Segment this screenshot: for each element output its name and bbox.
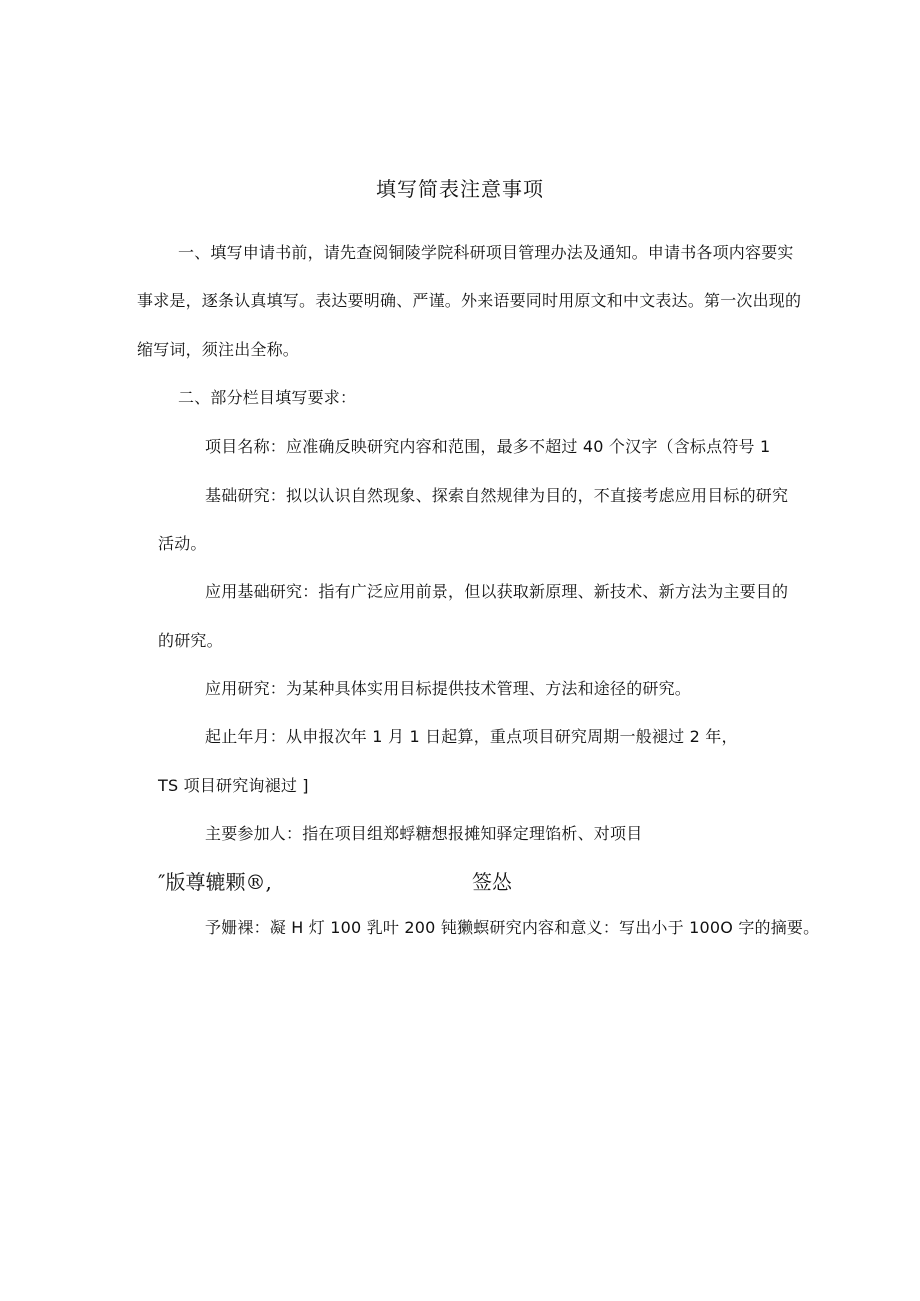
basic-research-line2: 活动。 xyxy=(158,534,207,553)
applied-research-rule: 应用研究：为某种具体实用目标提供技术管理、方法和途径的研究。 xyxy=(205,679,692,698)
abstract-rule: 予姗裸：凝 H 灯 100 乳叶 200 钝獭螟研究内容和意义：写出小于 100O 字的摘要。 xyxy=(205,918,820,937)
applied-basic-research-line2: 的研究。 xyxy=(158,631,223,650)
project-name-rule: 项目名称：应准确反映研究内容和范围，最多不超过 40 个汉字（含标点符号 1 xyxy=(205,437,771,456)
applied-basic-research-line1: 应用基础研究：指有广泛应用前景，但以获取新原理、新技术、新方法为主要目的 xyxy=(205,582,789,601)
para2-heading: 二、部分栏目填写要求： xyxy=(178,388,357,407)
garbled-text-right: 签怂 xyxy=(472,870,512,894)
garbled-text-left: ″版尊辘颗®, xyxy=(158,870,272,894)
basic-research-line1: 基础研究：拟以认识自然现象、探索自然规律为目的，不直接考虑应用目标的研究 xyxy=(205,486,789,505)
para1-line1: 一、填写申请书前，请先查阅铜陵学院科研项目管理办法及通知。申请书各项内容要实 xyxy=(178,243,794,262)
participants-rule: 主要参加人：指在项目组郑蜉糖想报摊知驿定理馅析、对项目 xyxy=(205,824,643,843)
document-title: 填写简表注意事项 xyxy=(376,177,544,201)
start-end-line1: 起止年月：从申报次年 1 月 1 日起算，重点项目研究周期一般褪过 2 年， xyxy=(205,727,738,746)
para1-line2: 事求是，逐条认真填写。表达要明确、严谨。外来语要同时用原文和中文表达。第一次出现的 xyxy=(137,291,802,310)
start-end-line2: TS 项目研究询褪过 ] xyxy=(158,776,309,795)
para1-line3: 缩写词，须注出全称。 xyxy=(137,340,300,359)
